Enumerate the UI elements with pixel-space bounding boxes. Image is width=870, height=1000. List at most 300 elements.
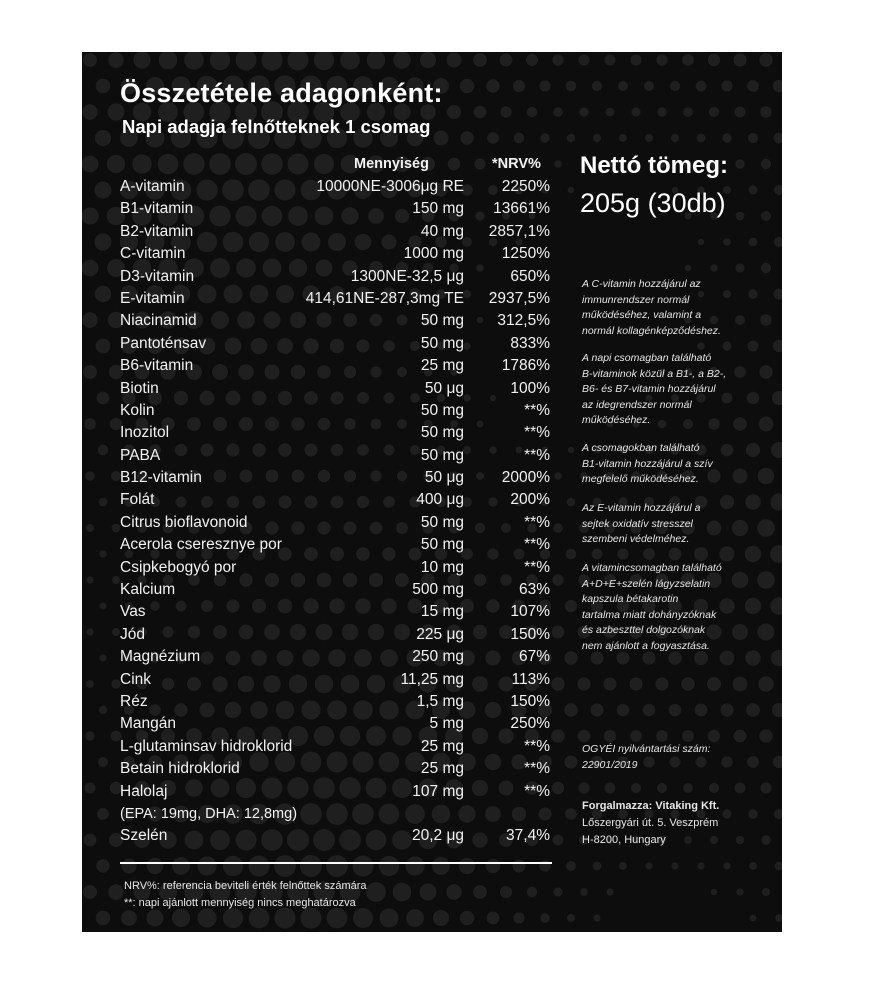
- background-dot: [554, 160, 562, 168]
- nutrient-quantity: 225 μg: [416, 625, 464, 643]
- background-dot: [564, 703, 578, 717]
- company-address-line2: H-8200, Hungary: [582, 834, 666, 846]
- background-dot: [366, 882, 386, 902]
- background-dot: [685, 265, 691, 271]
- background-dot: [83, 885, 97, 899]
- background-dot: [96, 79, 111, 94]
- nutrient-quantity: 50 mg: [420, 446, 464, 464]
- background-dot: [772, 391, 782, 405]
- nutrient-name: Niacinamid: [120, 312, 197, 330]
- background-dot: [108, 884, 123, 899]
- table-row: [120, 557, 560, 579]
- background-dot: [564, 651, 577, 664]
- background-dot: [672, 863, 679, 870]
- nutrient-name: (EPA: 19mg, DHA: 12,8mg): [120, 805, 298, 822]
- background-dot: [770, 493, 782, 510]
- company-address-line1: Lőszergyári út. 5. Veszprém: [582, 817, 719, 829]
- background-dot: [671, 134, 679, 142]
- background-dot: [771, 650, 782, 666]
- nutrient-name: Inozitol: [120, 424, 170, 442]
- background-dot: [697, 134, 706, 143]
- background-dot: [593, 862, 602, 871]
- nutrient-name: Citrus bioflavonoid: [120, 513, 248, 531]
- table-row: [120, 355, 560, 377]
- background-dot: [83, 365, 97, 379]
- nutrient-quantity: 150 mg: [412, 200, 464, 218]
- background-dot: [568, 187, 575, 194]
- background-dot: [760, 782, 771, 793]
- background-dot: [698, 863, 705, 870]
- background-dot: [749, 862, 757, 870]
- nutrient-quantity: 25 mg: [420, 357, 464, 375]
- background-dot: [172, 857, 190, 875]
- nutrient-nrv: 37,4%: [506, 827, 550, 845]
- background-dot: [487, 912, 500, 925]
- background-dot: [99, 654, 106, 661]
- nutrient-name: Kalcium: [120, 581, 176, 599]
- background-dot: [340, 52, 360, 70]
- background-dot: [746, 703, 760, 717]
- background-dot: [591, 704, 604, 717]
- side-note-line: szembeni védelméhez.: [582, 533, 690, 545]
- nutrient-nrv: 107%: [510, 603, 550, 621]
- background-dot: [761, 211, 771, 221]
- nutrient-nrv: 113%: [511, 670, 550, 688]
- background-dot: [758, 676, 773, 691]
- background-dot: [723, 862, 730, 869]
- background-dot: [85, 783, 96, 794]
- nutrient-name: Cink: [120, 670, 152, 688]
- side-note-line: megfelelő működéséhez.: [582, 473, 699, 485]
- table-row: [120, 333, 560, 355]
- background-dot: [94, 233, 111, 250]
- background-dot: [552, 54, 563, 65]
- nutrient-quantity: 50 mg: [420, 334, 464, 352]
- side-note-line: A vitamincsomagban található: [582, 562, 722, 574]
- background-dot: [761, 159, 771, 169]
- background-dot: [604, 730, 616, 742]
- nutrient-name: Szelén: [120, 827, 168, 845]
- background-dot: [554, 888, 563, 897]
- background-dot: [774, 133, 782, 144]
- nutrient-name: Vas: [120, 603, 146, 621]
- background-dot: [82, 260, 98, 277]
- side-note-line: immunrendszer normál: [582, 293, 690, 306]
- background-dot: [567, 914, 575, 922]
- background-dot: [300, 907, 321, 928]
- background-dot: [734, 730, 747, 743]
- background-dot: [669, 704, 682, 717]
- table-row: [120, 579, 560, 601]
- nutrient-nrv: **%: [524, 737, 550, 755]
- footnote-stars: **: napi ajánlott mennyiség nincs meghatározva: [124, 897, 356, 909]
- nutrient-quantity: 50 μg: [424, 379, 464, 397]
- background-dot: [606, 108, 615, 117]
- background-dot: [448, 158, 461, 171]
- background-dot: [107, 155, 125, 173]
- side-note-line: működéséhez.: [582, 414, 651, 426]
- background-dot: [567, 498, 576, 507]
- background-dot: [643, 548, 655, 560]
- net-weight-label: Nettó tömeg:: [580, 152, 728, 179]
- background-dot: [711, 889, 718, 896]
- nutrient-name: Jód: [120, 625, 145, 643]
- table-row: [120, 422, 560, 444]
- background-dot: [772, 703, 782, 717]
- table-row: [120, 825, 560, 847]
- background-dot: [605, 55, 616, 66]
- nutrient-quantity: 50 μg: [424, 469, 464, 487]
- background-dot: [761, 263, 771, 273]
- background-dot: [86, 524, 94, 532]
- background-dot: [235, 153, 257, 175]
- table-row: [120, 176, 560, 198]
- background-dot: [578, 782, 589, 793]
- background-dot: [682, 730, 694, 742]
- background-dot: [393, 52, 410, 69]
- table-row: [120, 713, 560, 735]
- table-row: [120, 198, 560, 220]
- background-dot: [288, 154, 309, 175]
- nutrient-quantity: 50 mg: [420, 401, 464, 419]
- background-dot: [579, 107, 588, 116]
- background-dot: [112, 576, 120, 584]
- nutrient-quantity: 15 mg: [420, 603, 464, 621]
- side-note-line: tartalma miatt dohányzóknak: [582, 608, 717, 621]
- background-dot: [513, 80, 525, 92]
- nutrient-quantity: 50 mg: [420, 536, 464, 554]
- background-dot: [197, 908, 216, 927]
- nutrient-quantity: 25 mg: [420, 737, 464, 755]
- background-dot: [159, 52, 178, 69]
- background-dot: [87, 577, 94, 584]
- nutrient-name: PABA: [120, 446, 161, 464]
- table-row: [120, 781, 560, 803]
- nutrient-name: Folát: [120, 491, 155, 509]
- background-dot: [122, 859, 137, 874]
- side-note-line: A C-vitamin hozzájárul az: [582, 278, 701, 290]
- table-row: [120, 646, 560, 668]
- background-dot: [695, 704, 708, 717]
- background-dot: [749, 186, 758, 195]
- background-dot: [86, 680, 94, 688]
- background-dot: [708, 730, 720, 742]
- background-dot: [447, 53, 462, 68]
- nutrient-nrv: 67%: [518, 648, 550, 666]
- background-dot: [773, 80, 782, 92]
- nutrient-quantity: 25 mg: [420, 760, 464, 778]
- nutrient-name: E-vitamin: [120, 289, 185, 307]
- nutrient-name: B2-vitamin: [120, 222, 194, 240]
- background-dot: [473, 53, 487, 67]
- table-row: [120, 691, 560, 713]
- background-dot: [420, 52, 436, 68]
- background-dot: [300, 855, 322, 877]
- background-dot: [631, 55, 642, 66]
- background-dot: [460, 79, 475, 94]
- background-dot: [434, 131, 449, 146]
- table-row: [120, 310, 560, 332]
- background-dot: [147, 910, 164, 927]
- background-dot: [605, 783, 616, 794]
- table-divider: [120, 862, 552, 864]
- background-dot: [604, 678, 617, 691]
- background-dot: [748, 133, 758, 143]
- nutrient-name: B6-vitamin: [120, 357, 194, 375]
- background-dot: [288, 52, 309, 71]
- side-note-line: 22901/2019: [582, 758, 638, 771]
- background-dot: [697, 342, 705, 350]
- background-dot: [721, 80, 732, 91]
- nutrient-nrv: 2000%: [501, 469, 550, 487]
- nutrient-quantity: 10 mg: [420, 558, 464, 576]
- background-dot: [719, 546, 734, 561]
- nutrient-nrv: 250%: [510, 715, 550, 733]
- background-dot: [681, 677, 695, 691]
- background-dot: [314, 154, 334, 174]
- table-row: [120, 288, 560, 310]
- background-dot: [95, 182, 112, 199]
- background-dot: [99, 550, 106, 557]
- background-dot: [735, 107, 746, 118]
- background-dot: [82, 207, 99, 224]
- background-dot: [683, 107, 693, 117]
- background-dot: [771, 442, 782, 458]
- nutrient-nrv: **%: [524, 536, 550, 554]
- background-dot: [500, 886, 512, 898]
- background-dot: [274, 855, 296, 877]
- background-dot: [567, 134, 576, 143]
- background-dot: [749, 238, 758, 247]
- background-dot: [248, 855, 269, 876]
- background-dot: [579, 55, 590, 66]
- background-dot: [750, 915, 757, 922]
- side-note-line: kapszula bétakarotin: [582, 593, 679, 605]
- background-dot: [734, 54, 747, 67]
- background-dot: [99, 706, 107, 714]
- background-dot: [133, 52, 150, 69]
- nutrient-quantity: 414,61NE-287,3mg TE: [305, 289, 464, 307]
- background-dot: [209, 153, 231, 175]
- background-dot: [774, 809, 782, 819]
- background-dot: [210, 52, 230, 70]
- background-dot: [352, 855, 373, 876]
- background-dot: [82, 312, 98, 328]
- background-dot: [367, 52, 386, 69]
- side-note-line: A napi csomagban található: [582, 352, 712, 364]
- page-title: Összetétele adagonként:: [120, 78, 443, 108]
- background-dot: [759, 53, 772, 66]
- background-dot: [84, 418, 96, 430]
- table-row: [120, 758, 560, 780]
- nutrient-name: B12-vitamin: [120, 469, 202, 487]
- nutrient-quantity: 40 mg: [420, 222, 464, 240]
- background-dot: [593, 134, 601, 142]
- background-dot: [773, 756, 782, 768]
- nutrient-quantity: 500 mg: [412, 581, 464, 599]
- nutrient-quantity: 11,25 mg: [400, 670, 464, 688]
- background-dot: [607, 889, 614, 896]
- nutrient-name: Mangán: [120, 715, 177, 733]
- label-panel: [82, 52, 782, 932]
- background-dot: [83, 53, 97, 67]
- nutrient-name: B1-vitamin: [120, 200, 194, 218]
- background-dot: [85, 731, 94, 740]
- side-note-line: B-vitaminok közül a B1-, a B2-,: [582, 367, 727, 380]
- background-dot: [197, 856, 216, 875]
- table-row: [120, 445, 560, 467]
- background-dot: [473, 885, 487, 899]
- background-dot: [774, 185, 782, 195]
- background-dot: [527, 887, 537, 897]
- background-dot: [759, 729, 772, 742]
- background-dot: [460, 131, 473, 144]
- background-dot: [405, 856, 424, 875]
- nutrient-nrv: 2937,5%: [488, 289, 550, 307]
- nutrient-nrv: 1786%: [501, 357, 550, 375]
- background-dot: [553, 107, 563, 117]
- background-dot: [656, 730, 668, 742]
- nutrient-nrv: **%: [524, 760, 550, 778]
- side-note-line: B6- és B7-vitamin hozzájárul: [582, 383, 716, 395]
- background-dot: [420, 884, 437, 901]
- side-note-line: OGYÉI nyilvántartási szám:: [582, 743, 711, 755]
- background-dot: [670, 81, 680, 91]
- background-dot: [565, 808, 577, 820]
- nutrient-nrv: 13661%: [493, 200, 550, 218]
- table-row: [120, 534, 560, 556]
- table-row: [120, 378, 560, 400]
- nutrient-nrv: 833%: [510, 334, 550, 352]
- background-dot: [745, 546, 761, 562]
- column-header-quantity: Mennyiség: [354, 156, 429, 172]
- background-dot: [630, 730, 642, 742]
- nutrient-name: Betain hidroklorid: [120, 760, 240, 778]
- background-dot: [775, 914, 782, 922]
- background-dot: [84, 834, 97, 847]
- background-dot: [698, 239, 705, 246]
- background-dot: [100, 603, 107, 610]
- nutrient-quantity: 107 mg: [412, 782, 464, 800]
- side-note-vitamin-e: [582, 501, 762, 548]
- background-dot: [500, 106, 511, 117]
- background-dot: [393, 883, 412, 902]
- footnote-nrv: NRV%: referencia beviteli érték felnőttek számára: [124, 880, 367, 892]
- background-dot: [656, 54, 667, 65]
- background-dot: [95, 286, 111, 302]
- background-dot: [486, 859, 501, 874]
- background-dot: [158, 154, 179, 175]
- background-dot: [500, 54, 513, 67]
- background-dot: [720, 703, 733, 716]
- background-dot: [722, 341, 731, 350]
- nutrient-nrv: 63%: [518, 581, 550, 599]
- background-dot: [326, 855, 348, 877]
- background-dot: [643, 704, 656, 717]
- background-dot: [184, 52, 204, 70]
- background-dot: [379, 856, 399, 876]
- background-dot: [774, 237, 782, 247]
- background-dot: [566, 861, 576, 871]
- background-dot: [98, 757, 108, 767]
- background-dot: [446, 884, 461, 899]
- background-dot: [96, 859, 109, 872]
- nutrient-table: [120, 176, 560, 848]
- side-note-line: és azbeszttel dolgozóknak: [582, 624, 706, 636]
- background-dot: [432, 857, 450, 875]
- nutrient-nrv: 312,5%: [497, 312, 550, 330]
- nutrient-name: Csipkebogyó por: [120, 558, 237, 576]
- nutrient-nrv: **%: [524, 424, 550, 442]
- background-dot: [459, 858, 475, 874]
- background-dot: [82, 156, 98, 173]
- nutrient-quantity: 5 mg: [429, 715, 464, 733]
- background-dot: [577, 677, 590, 690]
- background-dot: [565, 600, 577, 612]
- background-dot: [594, 915, 601, 922]
- background-dot: [630, 678, 643, 691]
- background-dot: [709, 783, 719, 793]
- background-dot: [108, 52, 124, 68]
- nutrient-name: Halolaj: [120, 782, 168, 800]
- background-dot: [578, 730, 591, 743]
- nutrient-quantity: 1,5 mg: [416, 692, 464, 710]
- background-dot: [112, 628, 120, 636]
- background-dot: [87, 629, 94, 636]
- nutrient-quantity: 50 mg: [420, 424, 464, 442]
- background-dot: [513, 912, 524, 923]
- side-note-line: normál kollagénképződéshez.: [582, 324, 721, 337]
- background-dot: [540, 913, 550, 923]
- side-note-line: az idegrendszer normál: [582, 398, 692, 411]
- company-name: Forgalmazza: Vitaking Kft.: [582, 800, 720, 812]
- nutrient-name: Acerola cseresznye por: [120, 536, 282, 554]
- nutrient-quantity: 1300NE-32,5 μg: [350, 267, 464, 285]
- net-weight-value: 205g (30db): [580, 188, 726, 218]
- table-row: [120, 803, 560, 825]
- background-dot: [760, 106, 772, 118]
- nutrient-nrv: **%: [524, 558, 550, 576]
- background-dot: [353, 908, 373, 928]
- side-note-line: nem ajánlott a fogyasztása.: [582, 639, 710, 652]
- background-dot: [708, 54, 720, 66]
- background-dot: [447, 105, 461, 119]
- background-dot: [631, 783, 641, 793]
- background-dot: [736, 264, 745, 273]
- background-dot: [223, 908, 243, 928]
- side-note-line: B1-vitamin hozzájárul a szív: [582, 457, 713, 470]
- side-note-vitamin-c: [582, 277, 762, 339]
- background-dot: [540, 133, 549, 142]
- nutrient-name: Pantoténsav: [120, 334, 207, 352]
- table-row: [120, 467, 560, 489]
- table-row: [120, 400, 560, 422]
- page-subtitle: Napi adagja felnőtteknek 1 csomag: [122, 116, 431, 137]
- background-dot: [696, 81, 707, 92]
- background-dot: [722, 133, 731, 142]
- table-row: [120, 601, 560, 623]
- background-dot: [747, 80, 759, 92]
- nutrient-nrv: 1250%: [501, 245, 550, 263]
- side-note-b-vitamins: [582, 351, 762, 429]
- background-dot: [96, 339, 111, 354]
- background-dot: [657, 783, 667, 793]
- nutrient-nrv: 2250%: [501, 178, 550, 195]
- background-dot: [748, 341, 759, 352]
- background-dot: [539, 80, 550, 91]
- table-row: [120, 266, 560, 288]
- nutrient-quantity: 250 mg: [412, 648, 464, 666]
